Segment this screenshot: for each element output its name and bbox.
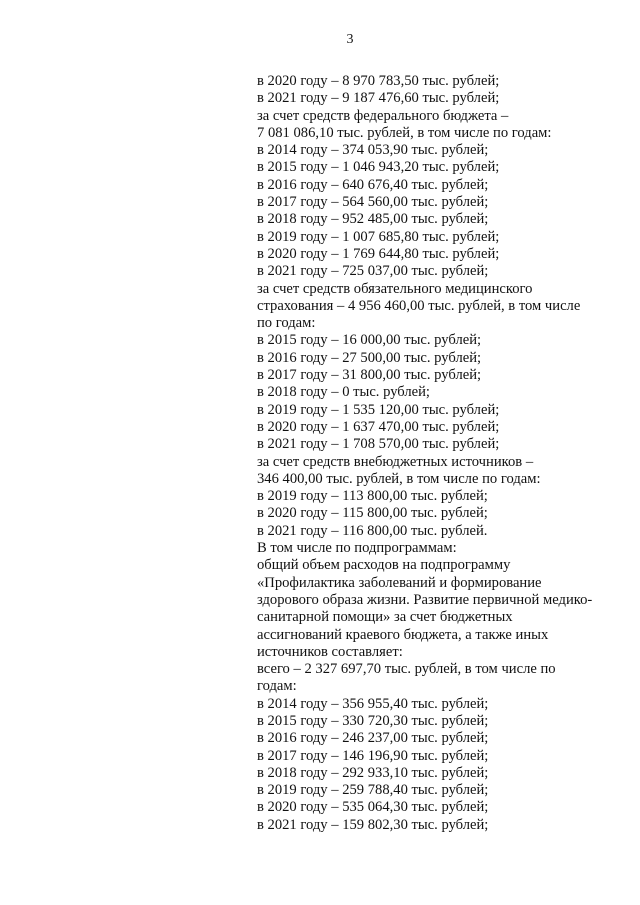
text-line: в 2018 году – 952 485,00 тыс. рублей; [257, 211, 489, 228]
text-line: страхования – 4 956 460,00 тыс. рублей, в том числе [257, 297, 581, 314]
text-line: в 2014 году – 356 955,40 тыс. рублей; [257, 695, 489, 712]
text-line: в 2020 году – 1 769 644,80 тыс. рублей; [257, 245, 500, 262]
text-line: В том числе по подпрограммам: [257, 540, 457, 557]
text-line: общий объем расходов на подпрограмму [257, 557, 511, 574]
text-line: источников составляет: [257, 643, 403, 660]
text-line: в 2015 году – 1 046 943,20 тыс. рублей; [257, 159, 500, 176]
text-line: годам: [257, 678, 297, 695]
text-line: в 2019 году – 1 535 120,00 тыс. рублей; [257, 401, 500, 418]
text-line: по годам: [257, 315, 316, 332]
text-line: в 2021 году – 159 802,30 тыс. рублей; [257, 816, 489, 833]
page-number: 3 [346, 32, 354, 47]
text-line: в 2015 году – 16 000,00 тыс. рублей; [257, 332, 482, 349]
text-line: в 2016 году – 246 237,00 тыс. рублей; [257, 730, 489, 747]
text-line: в 2020 году – 8 970 783,50 тыс. рублей; [257, 73, 500, 89]
text-line: в 2020 году – 535 064,30 тыс. рублей; [257, 799, 489, 816]
document-body [257, 73, 602, 834]
text-line: в 2021 году – 1 708 570,00 тыс. рублей; [257, 436, 500, 453]
text-line: в 2019 году – 113 800,00 тыс. рублей; [257, 488, 488, 505]
text-line: в 2021 году – 725 037,00 тыс. рублей; [257, 263, 489, 280]
text-line: ассигнований краевого бюджета, а также иных [257, 626, 549, 643]
text-line: в 2016 году – 27 500,00 тыс. рублей; [257, 349, 482, 366]
text-line: в 2017 году – 146 196,90 тыс. рублей; [257, 747, 489, 764]
text-line: за счет средств внебюджетных источников – [257, 453, 534, 470]
text-line: в 2021 году – 9 187 476,60 тыс. рублей; [257, 90, 500, 107]
text-line: в 2017 году – 564 560,00 тыс. рублей; [257, 194, 489, 211]
text-line: «Профилактика заболеваний и формирование [257, 574, 542, 591]
text-line: в 2021 году – 116 800,00 тыс. рублей. [257, 522, 488, 539]
text-line: в 2019 году – 259 788,40 тыс. рублей; [257, 782, 489, 799]
text-line: 7 081 086,10 тыс. рублей, в том числе по годам: [257, 124, 552, 141]
text-line: в 2020 году – 115 800,00 тыс. рублей; [257, 505, 488, 522]
text-line: за счет средств федерального бюджета – [257, 107, 509, 124]
text-line: в 2015 году – 330 720,30 тыс. рублей; [257, 712, 489, 729]
text-line: в 2014 году – 374 053,90 тыс. рублей; [257, 142, 489, 159]
text-line: в 2018 году – 292 933,10 тыс. рублей; [257, 764, 489, 781]
text-line: за счет средств обязательного медицинского [257, 280, 533, 297]
text-line: в 2017 году – 31 800,00 тыс. рублей; [257, 367, 482, 384]
text-line: всего – 2 327 697,70 тыс. рублей, в том числе по [257, 661, 556, 678]
text-line: 346 400,00 тыс. рублей, в том числе по годам: [257, 470, 541, 487]
text-line: санитарной помощи» за счет бюджетных [257, 609, 513, 626]
text-line: здорового образа жизни. Развитие первичной медико- [257, 591, 593, 608]
text-line: в 2019 году – 1 007 685,80 тыс. рублей; [257, 228, 500, 245]
text-line: в 2018 году – 0 тыс. рублей; [257, 384, 430, 401]
text-line: в 2016 году – 640 676,40 тыс. рублей; [257, 176, 489, 193]
text-line: в 2020 году – 1 637 470,00 тыс. рублей; [257, 418, 500, 435]
